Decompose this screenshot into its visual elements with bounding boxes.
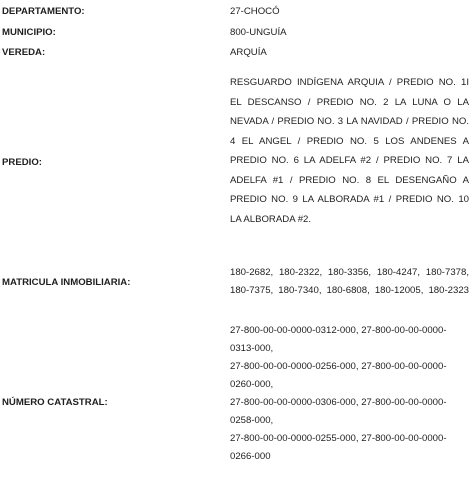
catastral-line: 0266-000 [230, 451, 271, 462]
municipio-value: 800-UNGUÍA [230, 27, 287, 38]
catastral-line: 0258-000, [230, 415, 274, 426]
catastral-line: 27-800-00-00-0000-0306-000, 27-800-00-00-0000- [230, 397, 447, 408]
matricula-line: 180-2682, 180-2322, 180-3356, 180-4247, 180-7378, [230, 267, 469, 278]
catastral-line: 0313-000, [230, 343, 274, 354]
predio-line: PREDIO NO. 9 LA ALBORADA #1 / PREDIO NO. 10 [230, 194, 469, 205]
departamento-label: DEPARTAMENTO: [2, 6, 85, 17]
catastral-line: 0260-000, [230, 379, 274, 390]
catastral-value [230, 322, 469, 466]
catastral-line: 27-800-00-00-0000-0255-000, 27-800-00-00-0000- [230, 433, 447, 444]
predio-label: PREDIO: [2, 157, 42, 168]
predio-line: LA ALBORADA #2. [230, 213, 312, 225]
predio-line: NEVADA / PREDIO NO. 3 LA NAVIDAD / PREDIO NO. [230, 116, 469, 127]
catastral-label: NÚMERO CATASTRAL: [2, 397, 108, 408]
matricula-line: 180-7375, 180-7340, 180-6808, 180-12005, 180-2323 [230, 285, 469, 296]
predio-line: ADELFA #1 / PREDIO NO. 8 EL DESENGAÑO A [230, 174, 469, 186]
matricula-label: MATRICULA INMOBILIARIA: [2, 277, 131, 288]
vereda-value: ARQUÍA [230, 47, 267, 58]
predio-line: PREDIO NO. 6 LA ADELFA #2 / PREDIO NO. 7 LA [230, 155, 469, 166]
predio-line: RESGUARDO INDÍGENA ARQUIA / PREDIO NO. 1I [230, 77, 469, 88]
vereda-label: VEREDA: [2, 47, 46, 58]
departamento-value: 27-CHOCÓ [230, 6, 280, 17]
predio-value [230, 73, 469, 229]
catastral-line: 27-800-00-00-0000-0256-000, 27-800-00-00-0000- [230, 361, 447, 372]
predio-line: EL DESCANSO / PREDIO NO. 2 LA LUNA O LA [230, 96, 469, 108]
predio-line: 4 EL ANGEL / PREDIO NO. 5 LOS ANDENES A [230, 135, 469, 147]
matricula-value [230, 264, 469, 300]
municipio-label: MUNICIPIO: [2, 27, 56, 38]
catastral-line: 27-800-00-00-0000-0312-000, 27-800-00-00-0000- [230, 325, 447, 336]
